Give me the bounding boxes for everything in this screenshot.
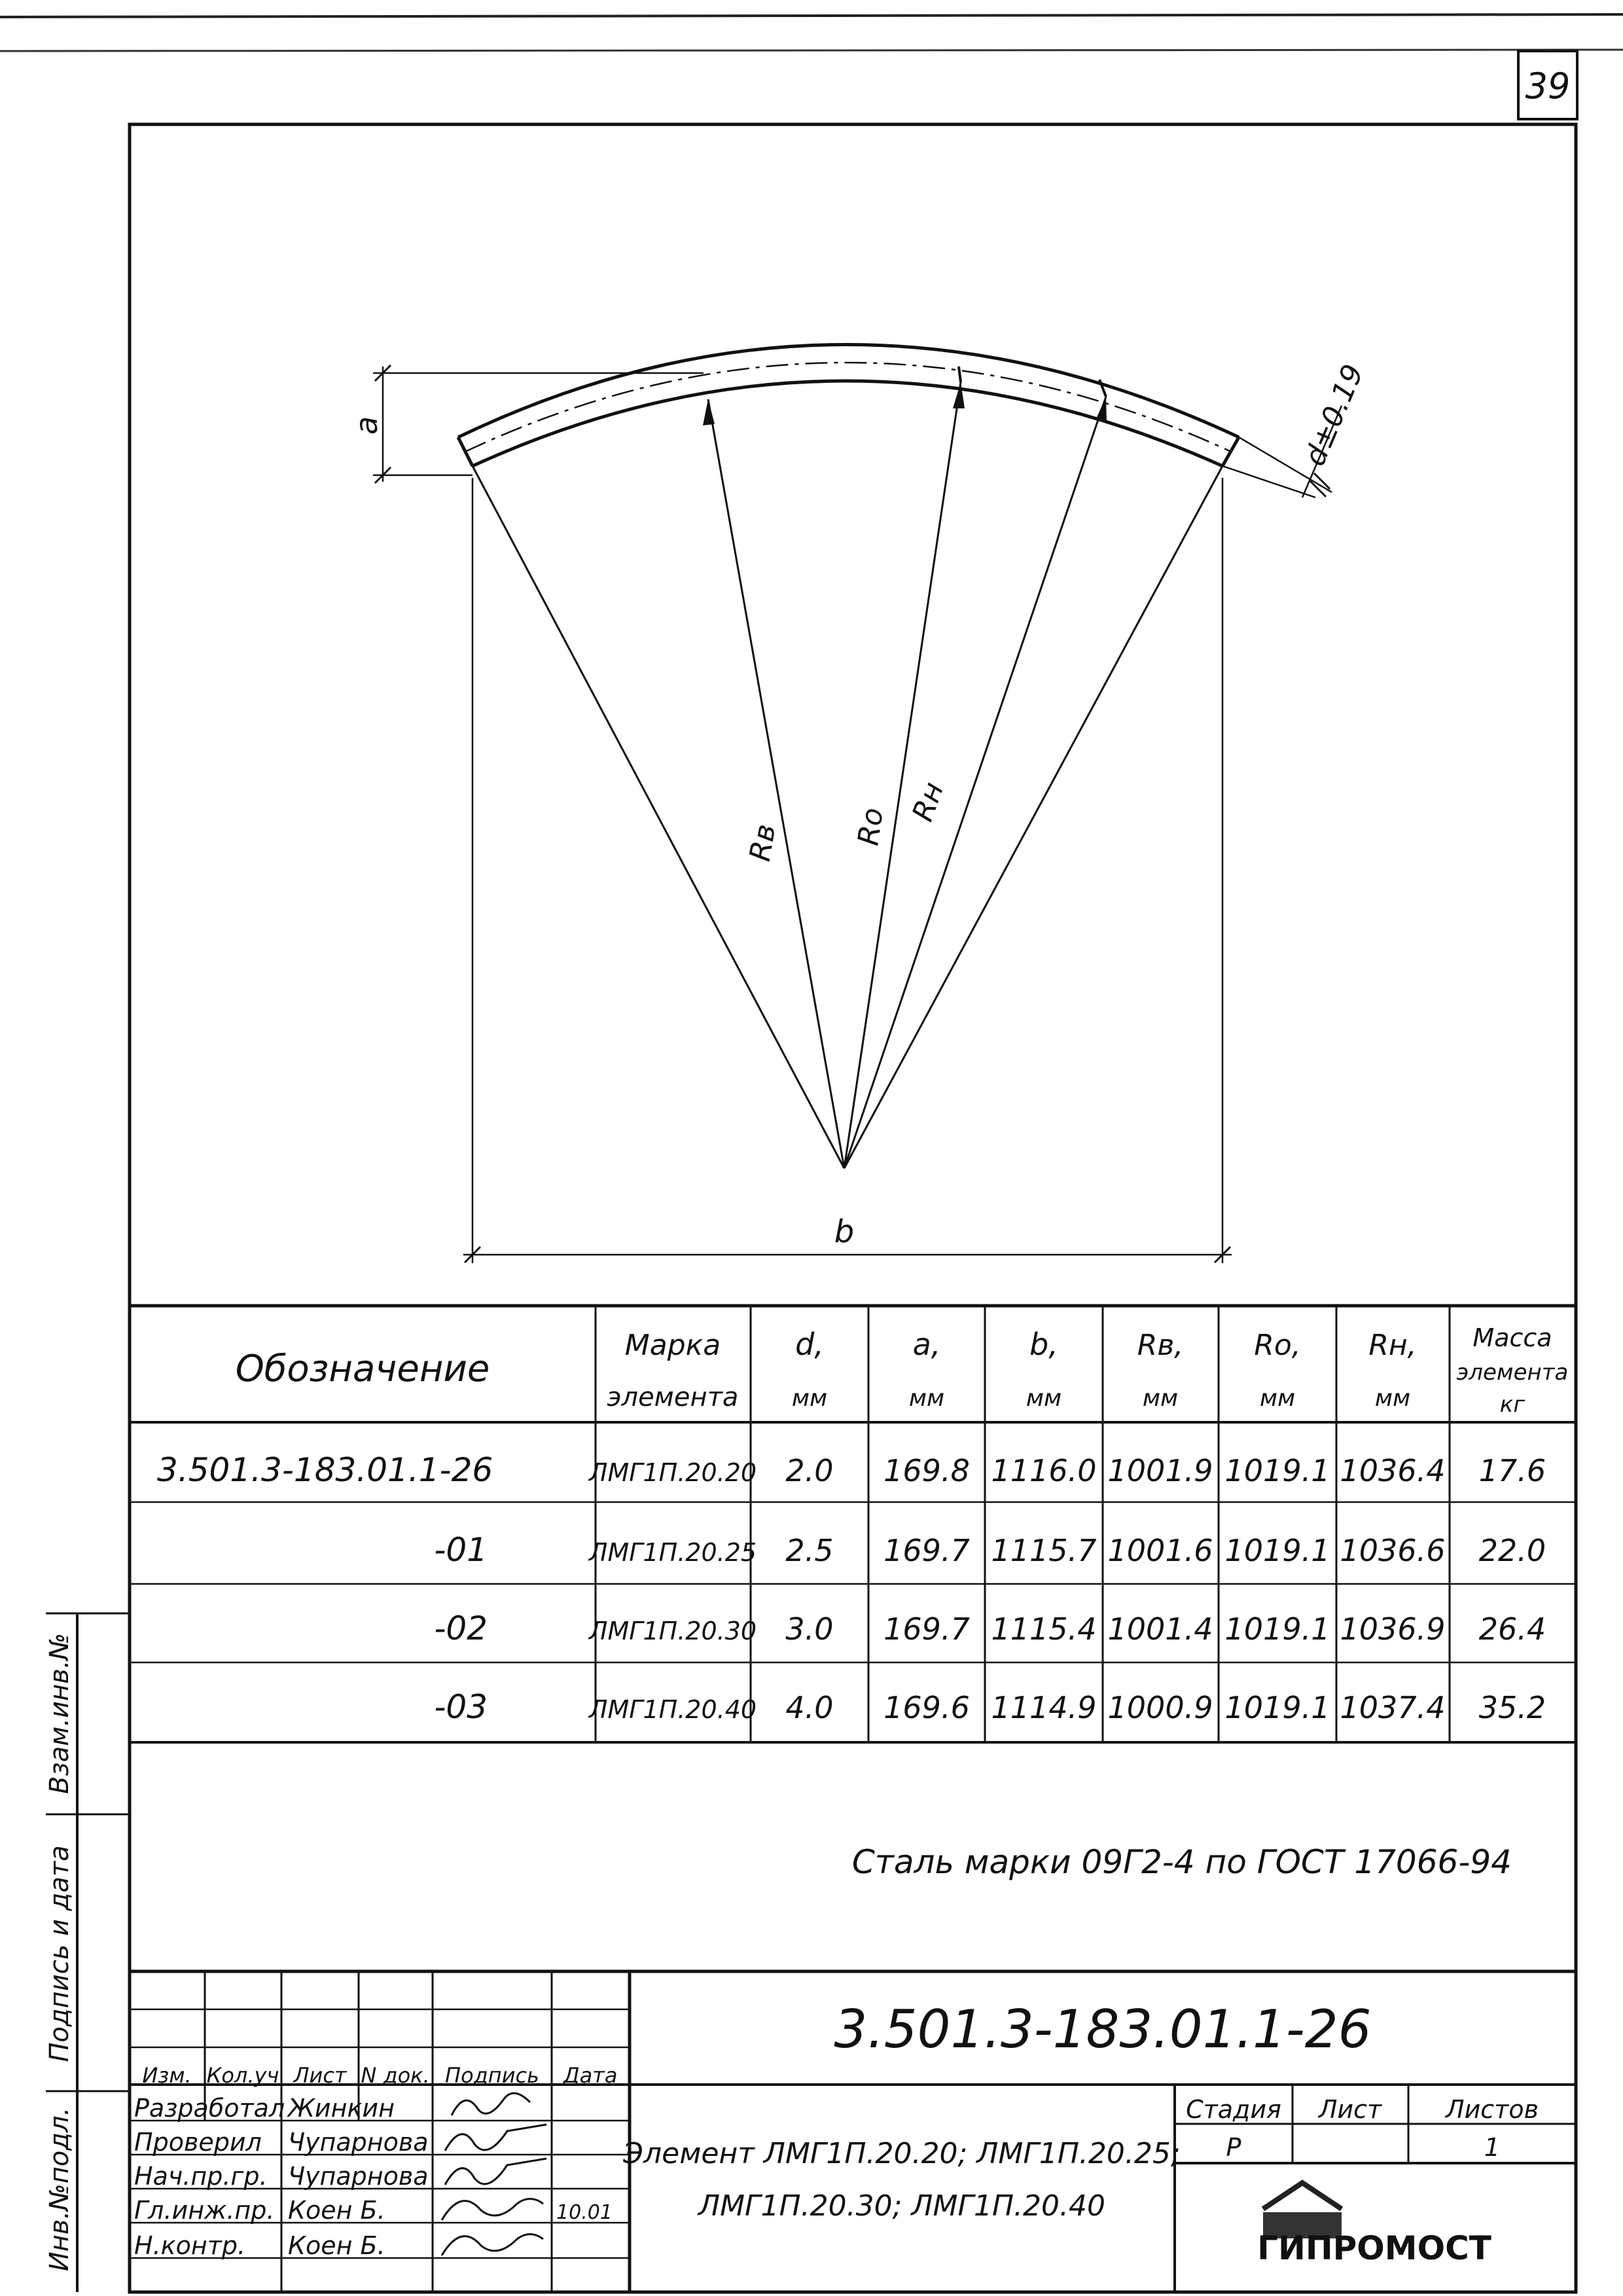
cell-ro: 1019.1 <box>1224 1690 1330 1725</box>
stage-block <box>1186 2095 1539 2162</box>
cell-rv: 1000.9 <box>1107 1690 1213 1725</box>
radius-rv-label: Rв <box>743 821 783 864</box>
cell-designation: 3.501.3-183.01.1-26 <box>157 1451 493 1489</box>
sheets-value: 1 <box>1484 2133 1501 2162</box>
role-label: Гл.инж.пр. <box>134 2196 275 2225</box>
cell-mark: ЛМГ1П.20.40 <box>588 1695 757 1724</box>
cell-b: 1116.0 <box>991 1453 1097 1488</box>
inner-arc <box>473 381 1222 466</box>
cell-mass: 26.4 <box>1478 1611 1546 1647</box>
title-block-roles <box>134 2094 613 2260</box>
role-name: Коен Б. <box>288 2231 385 2260</box>
page-number: 39 <box>1525 65 1571 107</box>
cell-mark: ЛМГ1П.20.30 <box>588 1617 757 1645</box>
stamp-podpis-label: Подпись и дата <box>45 1845 75 2062</box>
cell-a: 169.7 <box>883 1611 970 1647</box>
radius-rn-label: Rн <box>906 778 951 826</box>
header-rn-unit: мм <box>1374 1385 1411 1412</box>
header-b: b, <box>1029 1327 1058 1362</box>
signature <box>445 2125 546 2151</box>
centerline-arc <box>465 363 1231 452</box>
cell-designation: -02 <box>434 1609 488 1647</box>
role-label: Проверил <box>134 2128 262 2157</box>
edge-radius-right <box>844 466 1222 1168</box>
col-header-data: Дата <box>563 2063 618 2088</box>
cell-rv: 1001.9 <box>1107 1453 1213 1488</box>
cell-a: 169.8 <box>883 1453 970 1488</box>
table-row <box>434 1688 1546 1726</box>
cell-mass: 22.0 <box>1478 1533 1546 1568</box>
header-a-unit: мм <box>908 1385 945 1412</box>
table-row <box>434 1531 1546 1569</box>
stage-value: Р <box>1226 2133 1241 2162</box>
col-header-izm: Изм. <box>142 2063 192 2088</box>
header-mass-sub: элемента <box>1456 1359 1569 1386</box>
dim-d-ext-inner <box>1222 466 1315 497</box>
material-note: Сталь марки 09Г2-4 по ГОСТ 17066-94 <box>851 1843 1512 1881</box>
sheet-top-line <box>0 50 1623 51</box>
header-ro-unit: мм <box>1259 1385 1296 1412</box>
cell-ro: 1019.1 <box>1224 1611 1330 1647</box>
role-name: Чупарнова <box>288 2128 429 2157</box>
dim-b-label: b <box>834 1213 855 1250</box>
role-label: Разработал <box>134 2094 285 2123</box>
radius-rv-line <box>708 399 844 1168</box>
main-frame <box>130 124 1576 2292</box>
col-header-podpis: Подпись <box>445 2063 539 2088</box>
signature <box>442 2234 543 2256</box>
cell-a: 169.7 <box>883 1533 970 1568</box>
cell-designation: -01 <box>434 1531 488 1569</box>
cell-d: 4.0 <box>785 1690 834 1725</box>
header-d-unit: мм <box>791 1385 828 1412</box>
scan-edge-line <box>0 14 1623 17</box>
cell-d: 3.0 <box>785 1611 834 1647</box>
radius-ro-line <box>844 382 961 1168</box>
header-rv-unit: мм <box>1142 1385 1179 1412</box>
doc-number: 3.501.3-183.01.1-26 <box>834 1999 1372 2060</box>
role-name: Коен Б. <box>288 2196 385 2225</box>
cell-rn: 1037.4 <box>1340 1690 1446 1725</box>
cell-ro: 1019.1 <box>1224 1533 1330 1568</box>
signature <box>445 2159 546 2185</box>
date-value: 10.01 <box>556 2201 613 2224</box>
col-header-koluch: Кол.уч <box>206 2063 279 2088</box>
table-row <box>157 1451 1546 1489</box>
cell-d: 2.0 <box>785 1453 834 1488</box>
arc-drawing <box>373 345 1342 1264</box>
role-label: Нач.пр.гр. <box>134 2162 268 2191</box>
cell-rn: 1036.9 <box>1340 1611 1446 1647</box>
title-line-1: Элемент ЛМГ1П.20.20; ЛМГ1П.20.25; <box>623 2137 1181 2170</box>
signature <box>442 2199 543 2221</box>
title-line-2: ЛМГ1П.20.30; ЛМГ1П.20.40 <box>698 2189 1105 2223</box>
sheets-label: Листов <box>1446 2095 1539 2124</box>
dim-d-label: d±0.19 <box>1298 359 1370 471</box>
cell-mark: ЛМГ1П.20.25 <box>588 1538 757 1567</box>
cell-designation: -03 <box>434 1688 488 1726</box>
outer-arc <box>458 345 1239 438</box>
stamp-vzam-label: Взам.инв.№ <box>45 1632 75 1795</box>
signature <box>452 2093 530 2115</box>
sheet-label: Лист <box>1318 2095 1382 2124</box>
radius-rn-line <box>844 397 1106 1168</box>
stamp-inv-label: Инв.№подл. <box>45 2107 75 2272</box>
edge-radius-left <box>473 466 844 1168</box>
header-rv: Rв, <box>1137 1329 1184 1362</box>
company-name: ГИПРОМОСТ <box>1257 2229 1491 2267</box>
cell-mass: 17.6 <box>1478 1453 1546 1488</box>
cell-rn: 1036.6 <box>1340 1533 1446 1568</box>
col-header-list: Лист <box>293 2063 347 2088</box>
header-mark: Марка <box>624 1329 721 1362</box>
header-b-unit: мм <box>1026 1385 1062 1412</box>
cell-d: 2.5 <box>785 1533 834 1568</box>
radius-ro-label: Ro <box>851 805 890 848</box>
header-designation: Обозначение <box>235 1348 490 1390</box>
page-number-box <box>1518 51 1577 119</box>
stage-label: Стадия <box>1186 2095 1281 2124</box>
cell-a: 169.6 <box>883 1690 970 1725</box>
header-rn: Rн, <box>1368 1329 1417 1362</box>
cell-mark: ЛМГ1П.20.20 <box>588 1458 757 1487</box>
header-mass: Масса <box>1472 1323 1552 1352</box>
table-row <box>434 1609 1546 1647</box>
role-name: Чупарнова <box>288 2162 429 2191</box>
signature-marks <box>442 2093 546 2255</box>
header-mass-unit: кг <box>1499 1391 1525 1418</box>
cell-rv: 1001.4 <box>1107 1611 1213 1647</box>
header-mark-sub: элемента <box>607 1382 739 1412</box>
company-logo <box>1257 2183 1491 2267</box>
cell-b: 1115.7 <box>991 1533 1097 1568</box>
header-ro: Ro, <box>1254 1329 1301 1362</box>
header-a: a, <box>912 1327 941 1362</box>
header-d: d, <box>795 1327 824 1362</box>
cell-rv: 1001.6 <box>1107 1533 1213 1568</box>
cell-b: 1115.4 <box>991 1611 1097 1647</box>
cell-ro: 1019.1 <box>1224 1453 1330 1488</box>
table-header <box>236 1323 1569 1418</box>
role-name: Жинкин <box>288 2094 395 2123</box>
cell-b: 1114.9 <box>991 1690 1097 1725</box>
cell-rn: 1036.4 <box>1340 1453 1446 1488</box>
dim-a-label: a <box>349 416 384 435</box>
role-label: Н.контр. <box>134 2231 246 2260</box>
col-header-ndok: N док. <box>361 2063 430 2088</box>
cell-mass: 35.2 <box>1478 1690 1546 1725</box>
